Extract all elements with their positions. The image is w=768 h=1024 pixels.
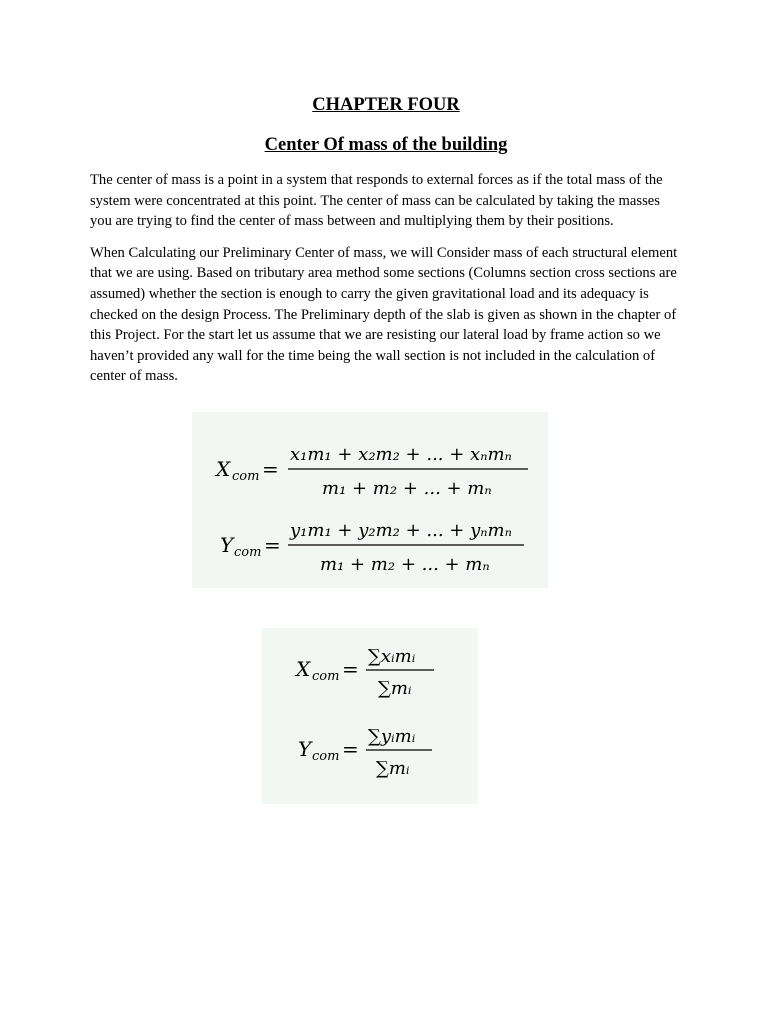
- x-sum-numerator: ∑xᵢmᵢ: [368, 646, 416, 667]
- y-denominator: m₁ + m₂ + ... + mₙ: [320, 554, 490, 575]
- equals-sign: =: [342, 737, 359, 761]
- y-subscript: com: [312, 749, 340, 764]
- x-subscript: com: [312, 669, 340, 684]
- y-sum-numerator: ∑yᵢmᵢ: [368, 726, 416, 747]
- y-numerator: y₁m₁ + y₂m₂ + ... + yₙmₙ: [290, 520, 512, 541]
- chapter-title: CHAPTER FOUR: [312, 95, 460, 115]
- x-sum-denominator: ∑mᵢ: [378, 678, 412, 699]
- equation-summation-svg: [262, 628, 478, 804]
- y-symbol: Y: [298, 737, 312, 761]
- x-denominator: m₁ + m₂ + ... + mₙ: [322, 478, 492, 499]
- x-symbol: X: [296, 657, 311, 681]
- equals-sign: =: [342, 657, 359, 681]
- y-com-label: [220, 533, 281, 560]
- equals-sign: =: [262, 457, 279, 481]
- equation-image-summation: [262, 628, 478, 804]
- y-sum-denominator: ∑mᵢ: [376, 758, 410, 779]
- x-com-label: [214, 457, 279, 484]
- x-com-label: [294, 657, 359, 684]
- x-symbol: X: [216, 457, 231, 481]
- equals-sign: =: [264, 533, 281, 557]
- section-title: Center Of mass of the building: [264, 135, 508, 155]
- y-subscript: com: [234, 545, 262, 560]
- y-symbol: Y: [220, 533, 234, 557]
- equation-expanded-svg: [192, 412, 548, 588]
- equation-image-expanded: [192, 412, 548, 588]
- paragraph-intro: The center of mass is a point in a system that responds to external forces as if the total mass of the system were concentrated at this point. The center of mass can be calculated by taking the masses you are trying to find the center of mass between and multiplying them by their positions.: [90, 172, 663, 230]
- y-com-label: [298, 737, 359, 764]
- x-numerator: x₁m₁ + x₂m₂ + ... + xₙmₙ: [290, 444, 512, 465]
- paragraph-preliminary: When Calculating our Preliminary Center of mass, we will Consider mass of each structural element that we are using. Based on tributary area method some sections (Columns section cross sections are assumed) whether the section is enough to carry the given gravitational load and its adequacy is checked on the design Process. The Preliminary depth of the slab is given as shown in the chapter of this Project. For the start let us assume that we are resisting our lateral load by frame action so we haven’t provided any wall for the time being the wall section is not included in the calculation of center of mass.: [90, 244, 678, 385]
- document-page: [90, 92, 682, 387]
- x-subscript: com: [232, 469, 260, 484]
